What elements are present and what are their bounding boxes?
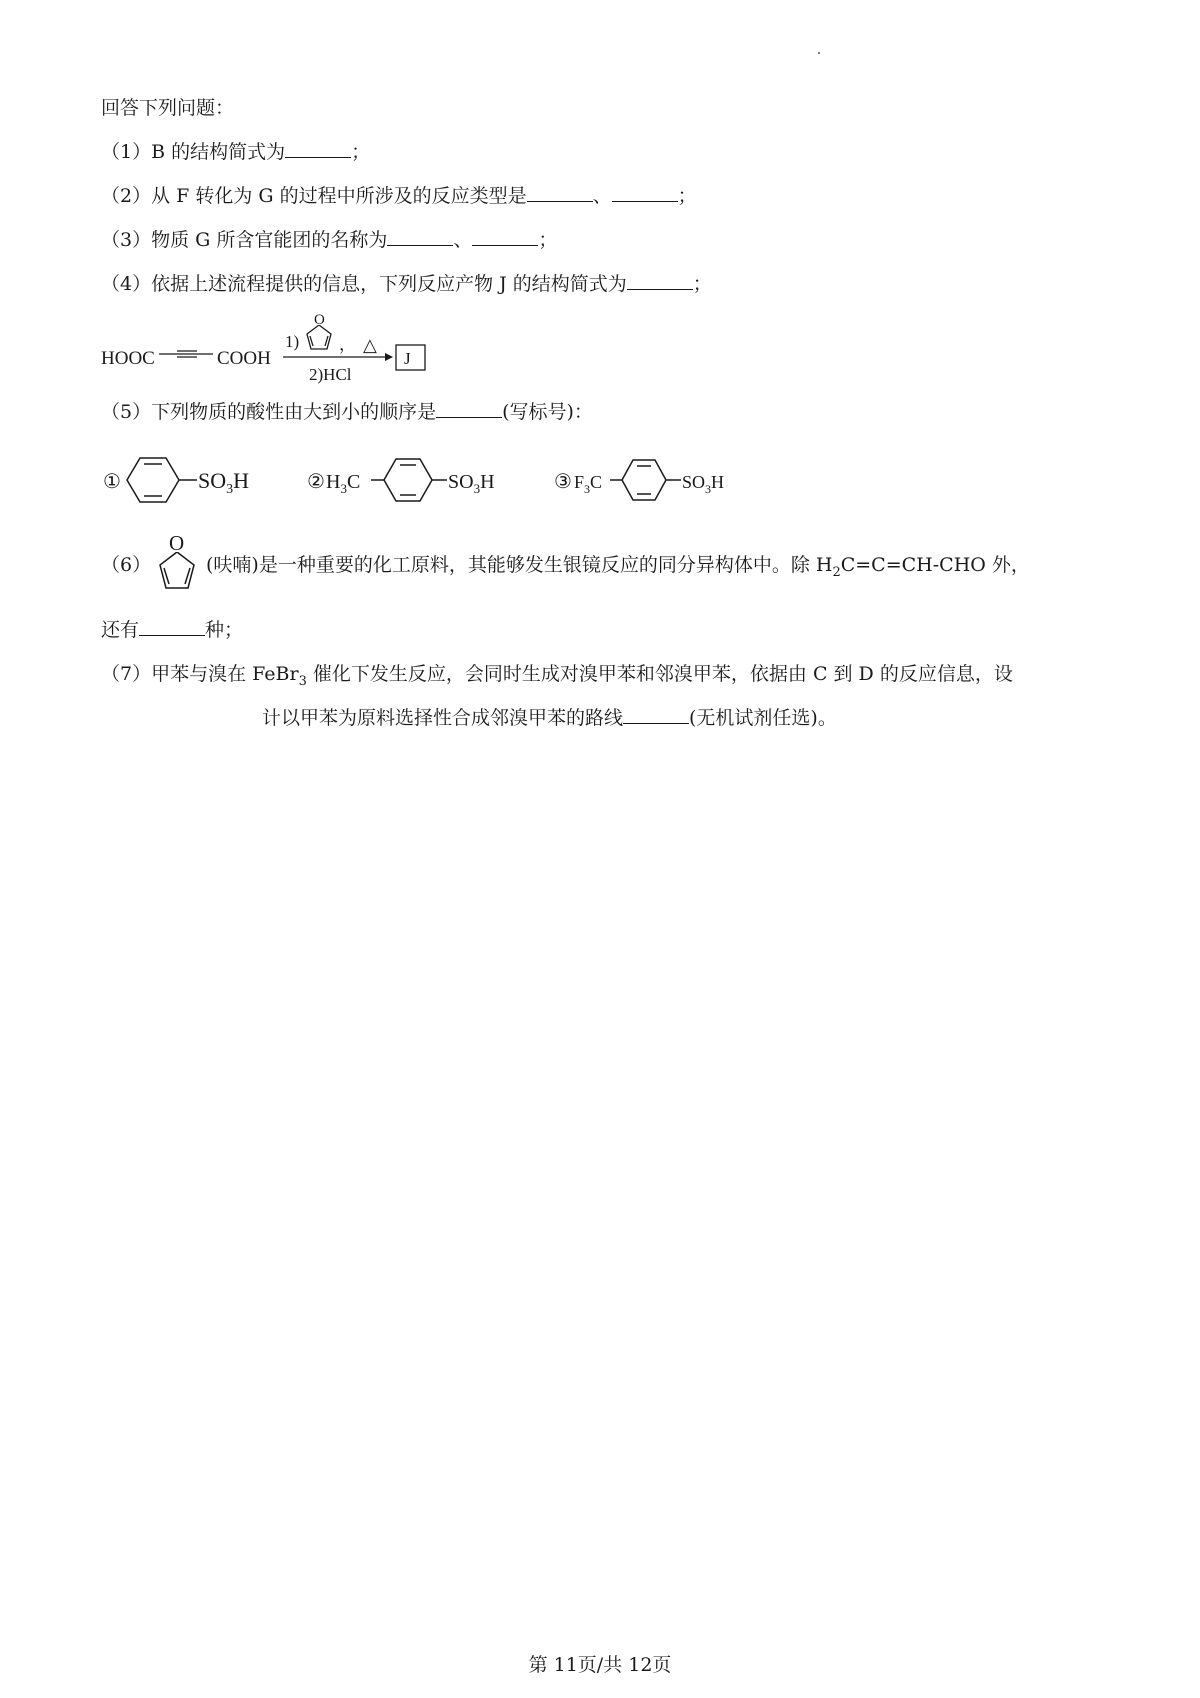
q4-text: 依据上述流程提供的信息，下列反应产物 J 的结构简式为 — [151, 273, 627, 295]
benzene-ring-icon — [127, 458, 197, 502]
q6-line2-a: 还有 — [101, 619, 140, 641]
step-2-label: 2)HCl — [309, 365, 352, 384]
q2-text: 从 F 转化为 G 的过程中所涉及的反应类型是 — [151, 185, 527, 207]
benzene-ring-icon — [371, 459, 447, 501]
benzene-ring-icon — [610, 460, 681, 500]
question-2 — [101, 182, 697, 210]
q5-answer-blank[interactable] — [436, 399, 502, 418]
q3-end: ； — [538, 229, 558, 251]
speck-mark — [818, 52, 820, 54]
q2-end: ； — [677, 185, 697, 207]
q6-text-a: (呋喃)是一种重要的化工原料，其能够发生银镜反应的同分异构体中。除 H — [206, 554, 833, 576]
page-footer: 第 11页/共 12页 — [528, 1654, 672, 1676]
q4-reaction-scheme — [95, 305, 455, 385]
intro-text: 回答下列问题： — [101, 97, 235, 119]
step-1-comma: ， — [339, 335, 356, 354]
q3-number: （3） — [101, 229, 152, 251]
compound-3 — [554, 460, 724, 500]
question-6-number: （6） — [101, 554, 152, 576]
q1-end: ； — [351, 141, 371, 163]
question-3 — [101, 226, 557, 254]
compound-2-ch3: $H_3C$ — [326, 471, 361, 496]
compound-1 — [103, 458, 249, 502]
q4-answer-blank[interactable] — [627, 271, 693, 290]
q2-answer-blank-1[interactable] — [527, 183, 593, 202]
q1-text: B 的结构简式为 — [151, 141, 286, 163]
q5-text: 下列物质的酸性由大到小的顺序是 — [151, 401, 437, 423]
compound-3-mark: ③ — [554, 471, 572, 493]
q7-sub: 3 — [298, 673, 307, 689]
q7-line1-b: 催化下发生反应，会同时生成对溴甲苯和邻溴甲苯，依据由 C 到 D 的反应信息，设 — [306, 663, 1013, 685]
q7-line2-a: 计以甲苯为原料选择性合成邻溴甲苯的路线 — [262, 707, 624, 729]
question-5 — [101, 398, 593, 426]
compound-3-so3h: $SO_3H$ — [682, 472, 725, 496]
q2-answer-blank-2[interactable] — [612, 183, 678, 202]
q5-end: (写标号)： — [502, 401, 593, 423]
product-j: J — [404, 349, 411, 368]
compound-1-mark: ① — [103, 471, 121, 493]
furan-structure — [150, 530, 206, 596]
q2-number: （2） — [101, 185, 152, 207]
reactant-cooh: COOH — [217, 348, 271, 369]
q7-line1-a: 甲苯与溴在 FeBr — [151, 663, 299, 685]
q7-line2-b: (无机试剂任选)。 — [689, 707, 837, 729]
question-6-text — [206, 551, 1030, 587]
q3-sep: 、 — [453, 229, 473, 251]
q4-end: ； — [692, 273, 712, 295]
question-7-line-2 — [262, 704, 837, 732]
compound-2-mark: ② — [307, 471, 325, 493]
q1-number: （1） — [101, 141, 152, 163]
compound-2-so3h: $SO_3H$ — [448, 471, 495, 496]
furan-o: O — [169, 531, 185, 555]
furan-o: O — [314, 312, 325, 328]
compound-2 — [307, 459, 495, 501]
q5-compounds — [95, 442, 755, 520]
arrow-head — [385, 353, 393, 361]
compound-1-so3h: $SO_3H$ — [198, 468, 250, 497]
question-1 — [101, 138, 370, 166]
q6-text-b: C=C=CH-CHO 外， — [840, 554, 1030, 576]
q7-number: （7） — [101, 663, 152, 685]
heat-symbol: △ — [363, 335, 377, 355]
q5-number: （5） — [101, 401, 152, 423]
q1-answer-blank[interactable] — [285, 139, 351, 158]
q6-line2-b: 种； — [205, 619, 244, 641]
question-4 — [101, 270, 712, 298]
furan-icon — [160, 552, 194, 588]
step-1-label: 1) — [285, 332, 300, 351]
reactant-hooc: HOOC — [101, 348, 155, 369]
triple-bond — [159, 351, 213, 357]
compound-3-cf3: $F_3C$ — [574, 472, 603, 496]
q6-sub: 2 — [832, 564, 841, 580]
q4-number: （4） — [101, 273, 152, 295]
q7-answer-blank[interactable] — [623, 705, 689, 724]
q3-text: 物质 G 所含官能团的名称为 — [151, 229, 388, 251]
q2-sep: 、 — [592, 185, 612, 207]
question-6-line-2 — [101, 616, 243, 644]
q3-answer-blank-2[interactable] — [472, 227, 538, 246]
question-7 — [101, 660, 1013, 696]
q3-answer-blank-1[interactable] — [387, 227, 453, 246]
q6-answer-blank[interactable] — [139, 617, 205, 636]
furan-icon — [307, 325, 331, 349]
